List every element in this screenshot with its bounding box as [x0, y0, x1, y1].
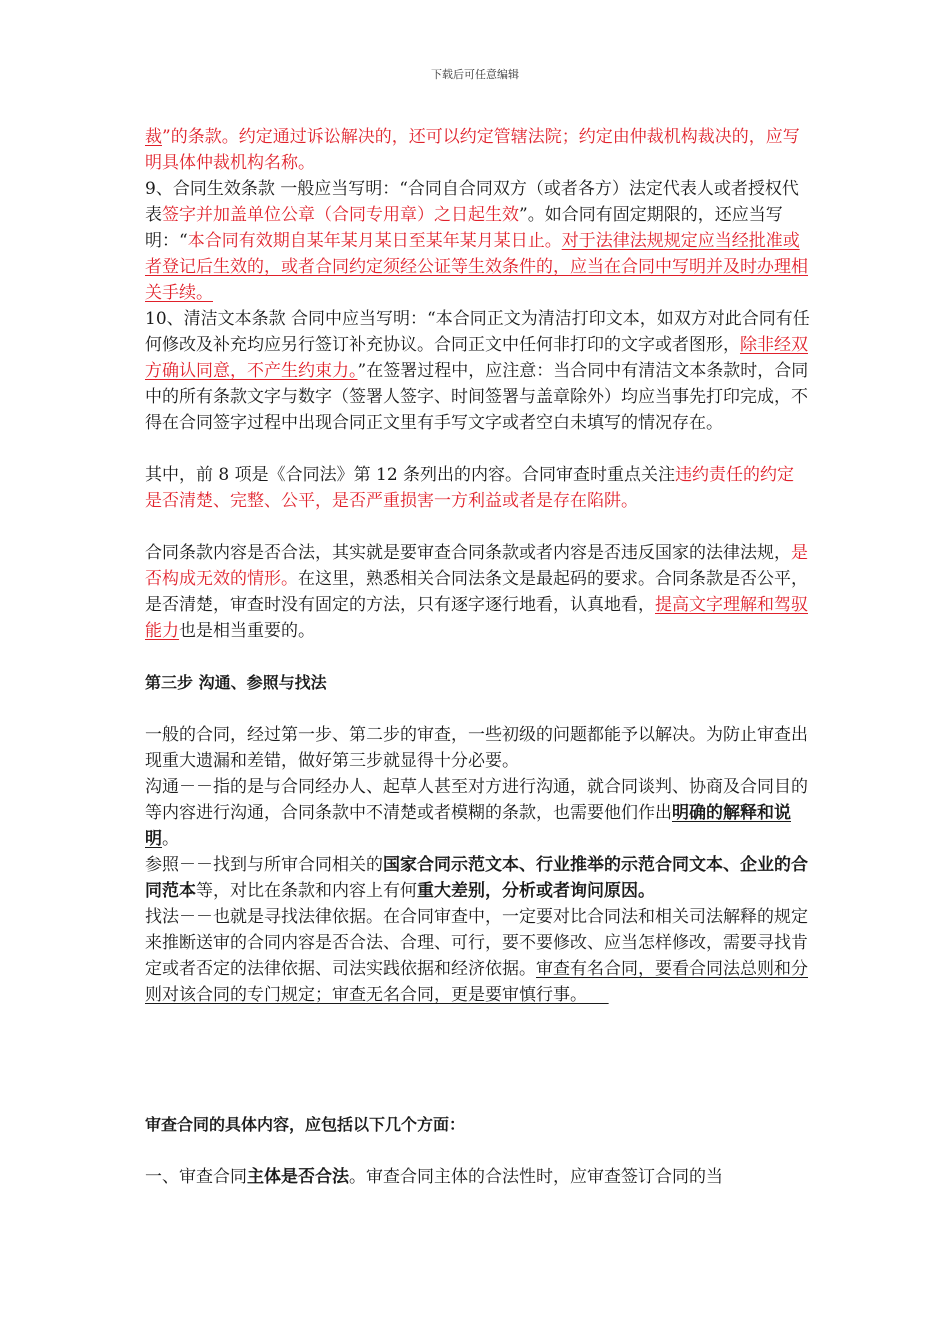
paragraph-effectiveness-clause — [145, 176, 810, 306]
clean-text-1: 10、清洁文本条款 合同中应当写明：“本合同正文为清洁打印文本，如双方对此合同有任何修改及补充均应另行签订补充协议。合同正文中任何非打印的文字或者图形， — [145, 309, 810, 355]
subject-text-1: 一、审查合同 — [145, 1167, 247, 1187]
legality-text-1: 合同条款内容是否合法，其实就是要审查合同条款或者内容是否违反国家的法律法规， — [145, 543, 791, 563]
find-law-trailing-space — [587, 985, 609, 1005]
paragraph-clean-text-clause — [145, 306, 810, 436]
document-body — [145, 124, 810, 1190]
reference-emphasis-2: 重大差别，分析或者询问原因。 — [417, 881, 655, 901]
legality-highlight: 是否构成无效的情形。 — [145, 543, 808, 589]
review-focus-text: 其中，前 8 项是《合同法》第 12 条列出的内容。合同审查时重点关注 — [145, 465, 676, 485]
paragraph-communication — [145, 774, 810, 852]
reference-emphasis-1: 国家合同示范文本、行业推举的示范合同文本、企业的合同范本 — [145, 855, 808, 901]
review-focus-highlight: 违约责任的约定是否清楚、完整、公平，是否严重损害一方利益或者是存在陷阱。 — [145, 465, 795, 511]
arbitration-text: ”的条款。约定通过诉讼解决的，还可以约定管辖法院；约定由仲裁机构裁决的，应写明具体仲裁机构名称。 — [145, 127, 800, 173]
section-heading-contract-contents: 审查合同的具体内容，应包括以下几个方面： — [145, 1115, 466, 1134]
effectiveness-highlight: 签字并加盖单位公章（合同专用章）之日起生效 — [162, 205, 519, 225]
communication-emphasis: 明确的解释和说明 — [145, 803, 791, 849]
legality-text-3: 也是相当重要的。 — [179, 621, 315, 641]
subject-text-2: 。审查合同主体的合法性时，应审查签订合同的当 — [349, 1167, 723, 1187]
legality-text-2: 在这里，熟悉相关合同法条文是最起码的要求。合同条款是否公平，是否清楚，审查时没有固定的方法，只有逐字逐行地看，认真地看， — [145, 569, 808, 615]
effectiveness-text-2: ”。如合同有固定期限的，还应当写明：“ — [145, 205, 783, 251]
section-heading-step-three: 第三步 沟通、参照与找法 — [145, 673, 327, 692]
communication-end: 。 — [162, 829, 179, 849]
subject-emphasis: 主体是否合法 — [247, 1167, 349, 1187]
paragraph-subject-legality — [145, 1164, 810, 1190]
communication-text: 沟通－－指的是与合同经办人、起草人甚至对方进行沟通，就合同谈判、协商及合同目的等内容进行沟通，合同条款中不清楚或者模糊的条款，也需要他们作出 — [145, 777, 808, 823]
effectiveness-text-1: 9、合同生效条款 一般应当写明：“合同自合同双方（或者各方）法定代表人或者授权代表 — [145, 179, 799, 225]
arbitration-fragment: 裁 — [145, 127, 162, 147]
paragraph-review-focus — [145, 462, 810, 514]
page-header: 下载后可任意编辑 — [431, 68, 519, 81]
find-law-text: 找法－－也就是寻找法律依据。在合同审查中，一定要对比合同法和相关司法解释的规定来推断送审的合同内容是否合法、合理、可行，要不要修改、应当怎样修改，需要寻找肯定或者否定的法律依据、司法实践依据和经济依据。 — [145, 907, 808, 979]
paragraph-step-three-intro: 一般的合同，经过第一步、第二步的审查，一些初级的问题都能予以解决。为防止审查出现重大遗漏和差错，做好第三步就显得十分必要。 — [145, 725, 808, 771]
paragraph-reference — [145, 852, 810, 904]
clean-text-highlight: 除非经双方确认同意，不产生约束力。 — [145, 335, 808, 381]
paragraph-find-law — [145, 904, 810, 1008]
approval-condition-highlight: 对于法律法规规定应当经批准或者登记后生效的，或者合同约定须经公证等生效条件的，应当在合同中写明并及时办理相关手续。 — [145, 231, 808, 303]
clean-text-2: ”在签署过程中，应注意：当合同中有清洁文本条款时，合同中的所有条款文字与数字（签署人签字、时间签署与盖章除外）均应当事先打印完成，不得在合同签字过程中出现合同正文里有手写文字或者空白未填写的情况存在。 — [145, 361, 809, 433]
paragraph-legality — [145, 540, 810, 644]
paragraph-arbitration-clause — [145, 124, 810, 176]
reference-text-1: 参照－－找到与所审合同相关的 — [145, 855, 383, 875]
find-law-underlined: 审查有名合同，要看合同法总则和分则对该合同的专门规定；审查无名合同，更是要审慎行事。 — [145, 959, 808, 1005]
reference-text-2: 等，对比在条款和内容上有何 — [196, 881, 417, 901]
ability-highlight: 提高文字理解和驾驭能力 — [145, 595, 808, 641]
validity-period-highlight: 本合同有效期自某年某月某日至某年某月某日止。 — [187, 231, 562, 251]
